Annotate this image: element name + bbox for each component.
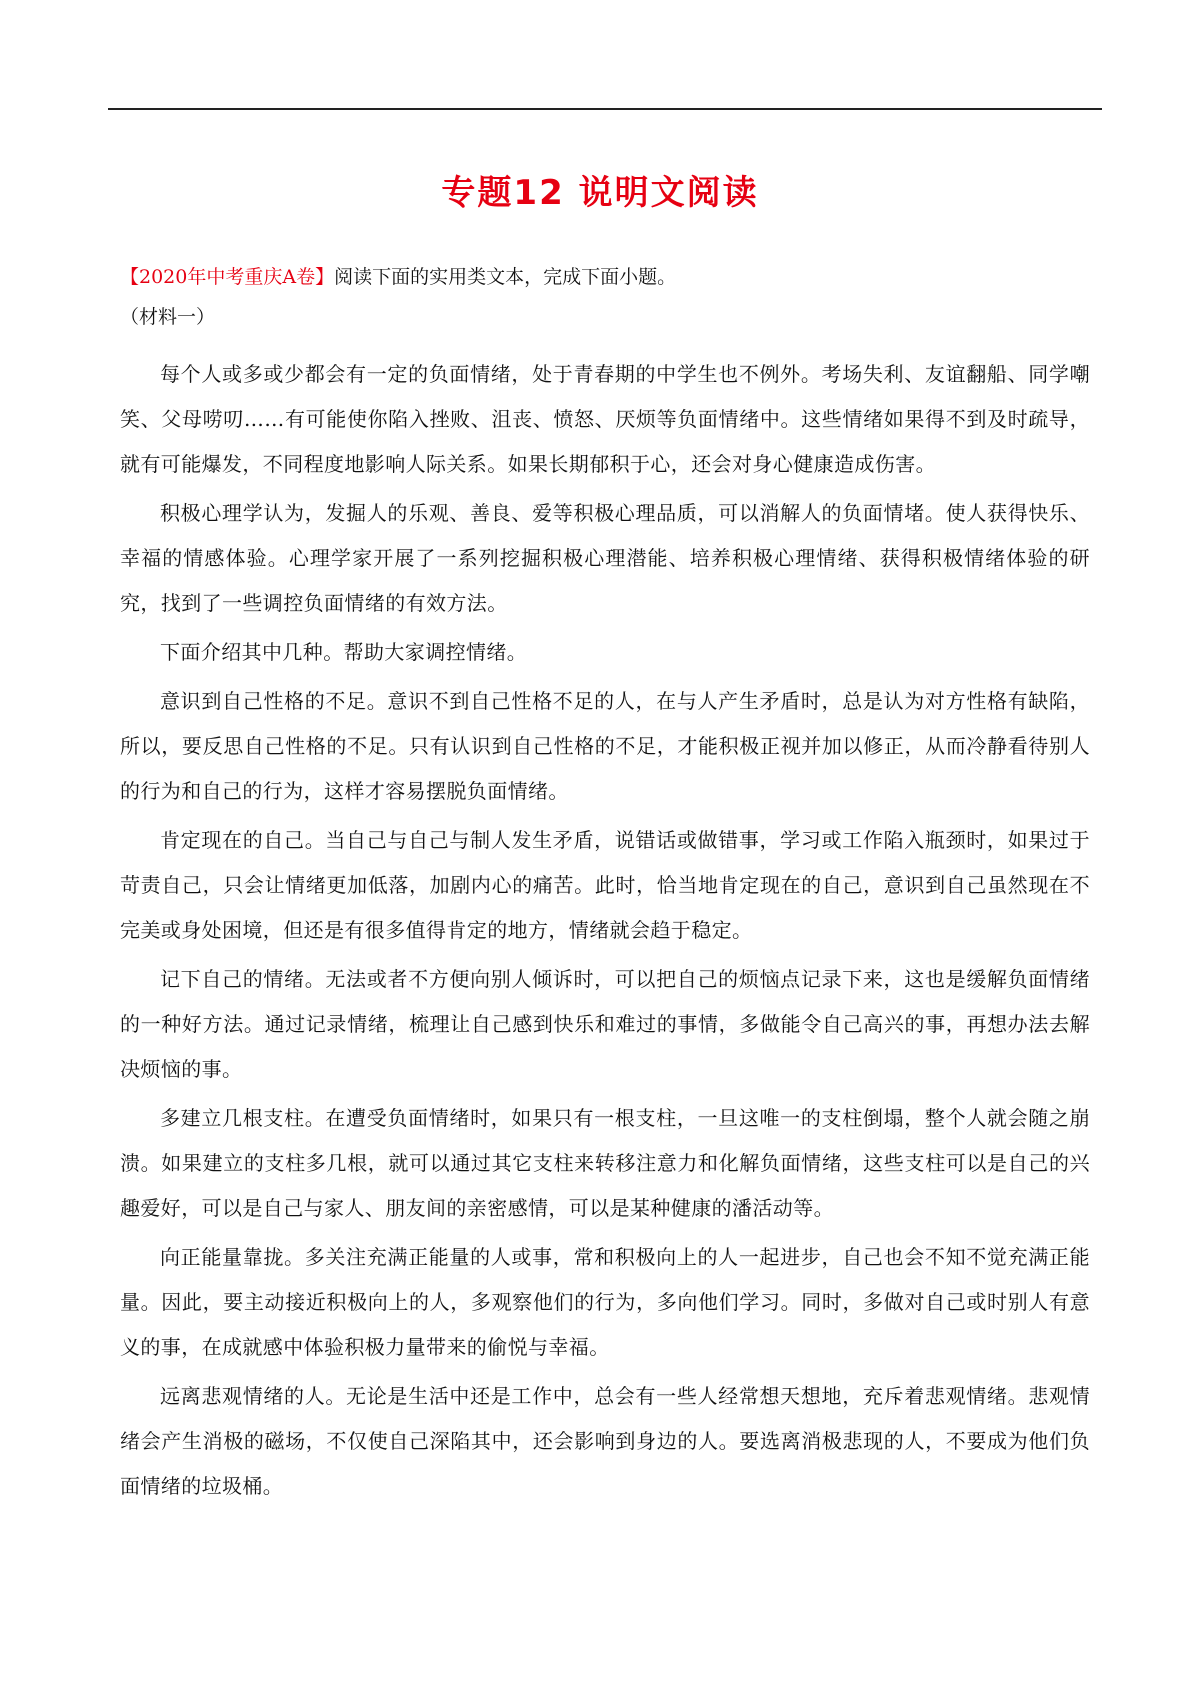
paragraph-5: 肯定现在的自己。当自己与自己与制人发生矛盾，说错话或做错事，学习或工作陷入瓶颈时，如果过于苛责自己，只会让情绪更加低落，加剧内心的痛苦。此时，恰当地肯定现在的自己，意识到自己虽然现在不完美或身处困境，但还是有很多值得肯定的地方，情绪就会趋于稳定。 (120, 828, 1090, 942)
paragraph-8: 向正能量靠拢。多关注充满正能量的人或事，常和积极向上的人一起进步，自己也会不知不觉充满正能量。因此，要主动接近积极向上的人，多观察他们的行为，多向他们学习。同时，多做对自己或时别人有意义的事，在成就感中体验积极力量带来的偷悦与幸福。 (120, 1245, 1090, 1359)
paragraph-6: 记下自己的情绪。无法或者不方便向别人倾诉时，可以把自己的烦恼点记录下来，这也是缓解负面情绪的一种好方法。通过记录情绪，梳理让自己感到快乐和难过的事情，多做能令自己高兴的事，再想办法去解决烦恼的事。 (120, 967, 1090, 1081)
paragraph-2: 积极心理学认为，发掘人的乐观、善良、爱等积极心理品质，可以消解人的负面情堵。使人获得快乐、幸福的情感体验。心理学家开展了一系列挖掘积极心理潜能、培养积极心理情绪、获得积极情绪体验的研究，找到了一些调控负面情绪的有效方法。 (120, 501, 1090, 615)
paragraph-1: 每个人或多或少都会有一定的负面情绪，处于青春期的中学生也不例外。考场失利、友谊翻船、同学嘲笑、父母唠叨……有可能使你陷入挫败、沮丧、愤怒、厌烦等负面情绪中。这些情绪如果得不到及时疏导，就有可能爆发，不同程度地影响人际关系。如果长期郁积于心，还会对身心健康造成伤害。 (120, 362, 1090, 476)
question-intro (120, 262, 1090, 292)
paragraph-9: 远离悲观情绪的人。无论是生活中还是工作中，总会有一些人经常想天想地，充斥着悲观情绪。悲观情绪会产生消极的磁场，不仅使自己深陷其中，还会影响到身边的人。要选离消极悲现的人，不要成为他们负面情绪的垃圾桶。 (120, 1384, 1090, 1498)
source-tag: 【2020年中考重庆A卷】 (120, 266, 335, 288)
material-label: （材料一） (120, 306, 216, 328)
page-title: 专题12 说明文阅读 (441, 172, 759, 213)
paragraph-3: 下面介绍其中几种。帮助大家调控情绪。 (160, 640, 528, 664)
instruction-text: 阅读下面的实用类文本，完成下面小题。 (334, 266, 677, 288)
paragraph-4: 意识到自己性格的不足。意识不到自己性格不足的人，在与人产生矛盾时，总是认为对方性格有缺陷，所以，要反思自己性格的不足。只有认识到自己性格的不足，才能积极正视并加以修正，从而冷静看待别人的行为和自己的行为，这样才容易摆脱负面情绪。 (120, 689, 1090, 803)
paragraph-7: 多建立几根支柱。在遭受负面情绪时，如果只有一根支柱，一旦这唯一的支柱倒塌，整个人就会随之崩溃。如果建立的支柱多几根，就可以通过其它支柱来转移注意力和化解负面情绪，这些支柱可以是自己的兴趣爱好，可以是自己与家人、朋友间的亲密感情，可以是某种健康的潘活动等。 (120, 1106, 1090, 1220)
article-body (120, 262, 1090, 1513)
header-rule (108, 108, 1102, 110)
